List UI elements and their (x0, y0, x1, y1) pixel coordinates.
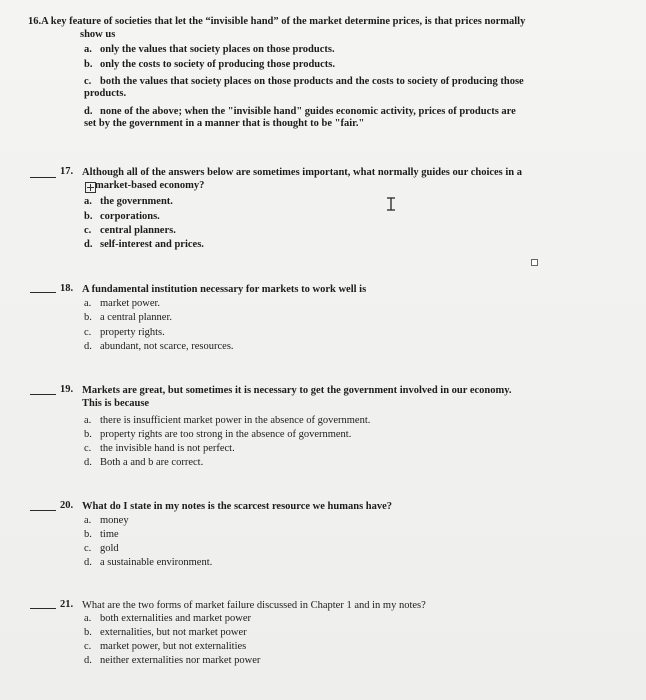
q19-stem: Markets are great, but sometimes it is necessary to get the government involved in our economy. This is because (82, 385, 512, 409)
q20-option-b[interactable]: b. time (84, 529, 119, 540)
q19-number: 19. (60, 384, 74, 395)
q19-option-b[interactable]: b. property rights are too strong in the absence of government. (84, 429, 352, 440)
q18-number: 18. (60, 283, 74, 294)
q16-stem: 16.A key feature of societies that let the “invisible hand” of the market determine prices, is that prices normally show us (28, 16, 526, 40)
q21-option-a[interactable]: a. both externalities and market power (84, 613, 252, 624)
q18-option-b[interactable]: b. a central planner. (84, 312, 173, 323)
q21-stem: What are the two forms of market failure discussed in Chapter 1 and in my notes? (82, 600, 426, 611)
q20-stem: What do I state in my notes is the scarcest resource we humans have? (82, 501, 393, 512)
q18-stem: A fundamental institution necessary for markets to work well is (82, 284, 367, 295)
q21-number: 21. (60, 599, 74, 610)
q21-answer-blank[interactable] (30, 608, 56, 609)
text-cursor-icon (386, 197, 396, 211)
q17-option-a[interactable]: a. the government. (84, 196, 173, 207)
q19-option-c[interactable]: c. the invisible hand is not perfect. (84, 443, 235, 454)
checkbox-icon[interactable] (531, 259, 538, 266)
q21-option-b[interactable]: b. externalities, but not market power (84, 627, 247, 638)
q20-option-c[interactable]: c. gold (84, 543, 119, 554)
q17-option-b[interactable]: b. corporations. (84, 211, 160, 222)
q21-option-c[interactable]: c. market power, but not externalities (84, 641, 247, 652)
q16-option-d[interactable]: d. none of the above; when the "invisible hand" guides economic activity, prices of products are set by the government in a manner that is thought to be "fair." (84, 106, 516, 129)
q17-option-d[interactable]: d. self-interest and prices. (84, 239, 204, 250)
q18-option-a[interactable]: a. market power. (84, 298, 161, 309)
q16-option-a[interactable]: a. only the values that society places on those products. (84, 44, 335, 55)
q16-option-c[interactable]: c. both the values that society places on those products and the costs to society of producing those products. (84, 76, 524, 99)
q20-option-d[interactable]: d. a sustainable environment. (84, 557, 213, 568)
q17-option-c[interactable]: c. central planners. (84, 225, 176, 236)
q18-option-d[interactable]: d. abundant, not scarce, resources. (84, 341, 234, 352)
q20-option-a[interactable]: a. money (84, 515, 129, 526)
q19-option-d[interactable]: d. Both a and b are correct. (84, 457, 204, 468)
q18-option-c[interactable]: c. property rights. (84, 327, 165, 338)
q19-answer-blank[interactable] (30, 394, 56, 395)
q18-answer-blank[interactable] (30, 292, 56, 293)
q20-number: 20. (60, 500, 74, 511)
move-handle-icon[interactable] (85, 182, 96, 193)
q17-answer-blank[interactable] (30, 177, 56, 178)
q17-stem: Although all of the answers below are sometimes important, what normally guides our choices in a market-based economy? (82, 167, 523, 191)
q19-option-a[interactable]: a. there is insufficient market power in the absence of government. (84, 415, 371, 426)
q17-number: 17. (60, 166, 74, 177)
q20-answer-blank[interactable] (30, 510, 56, 511)
q16-option-b[interactable]: b. only the costs to society of producing those products. (84, 59, 335, 70)
q21-option-d[interactable]: d. neither externalities nor market power (84, 655, 261, 666)
